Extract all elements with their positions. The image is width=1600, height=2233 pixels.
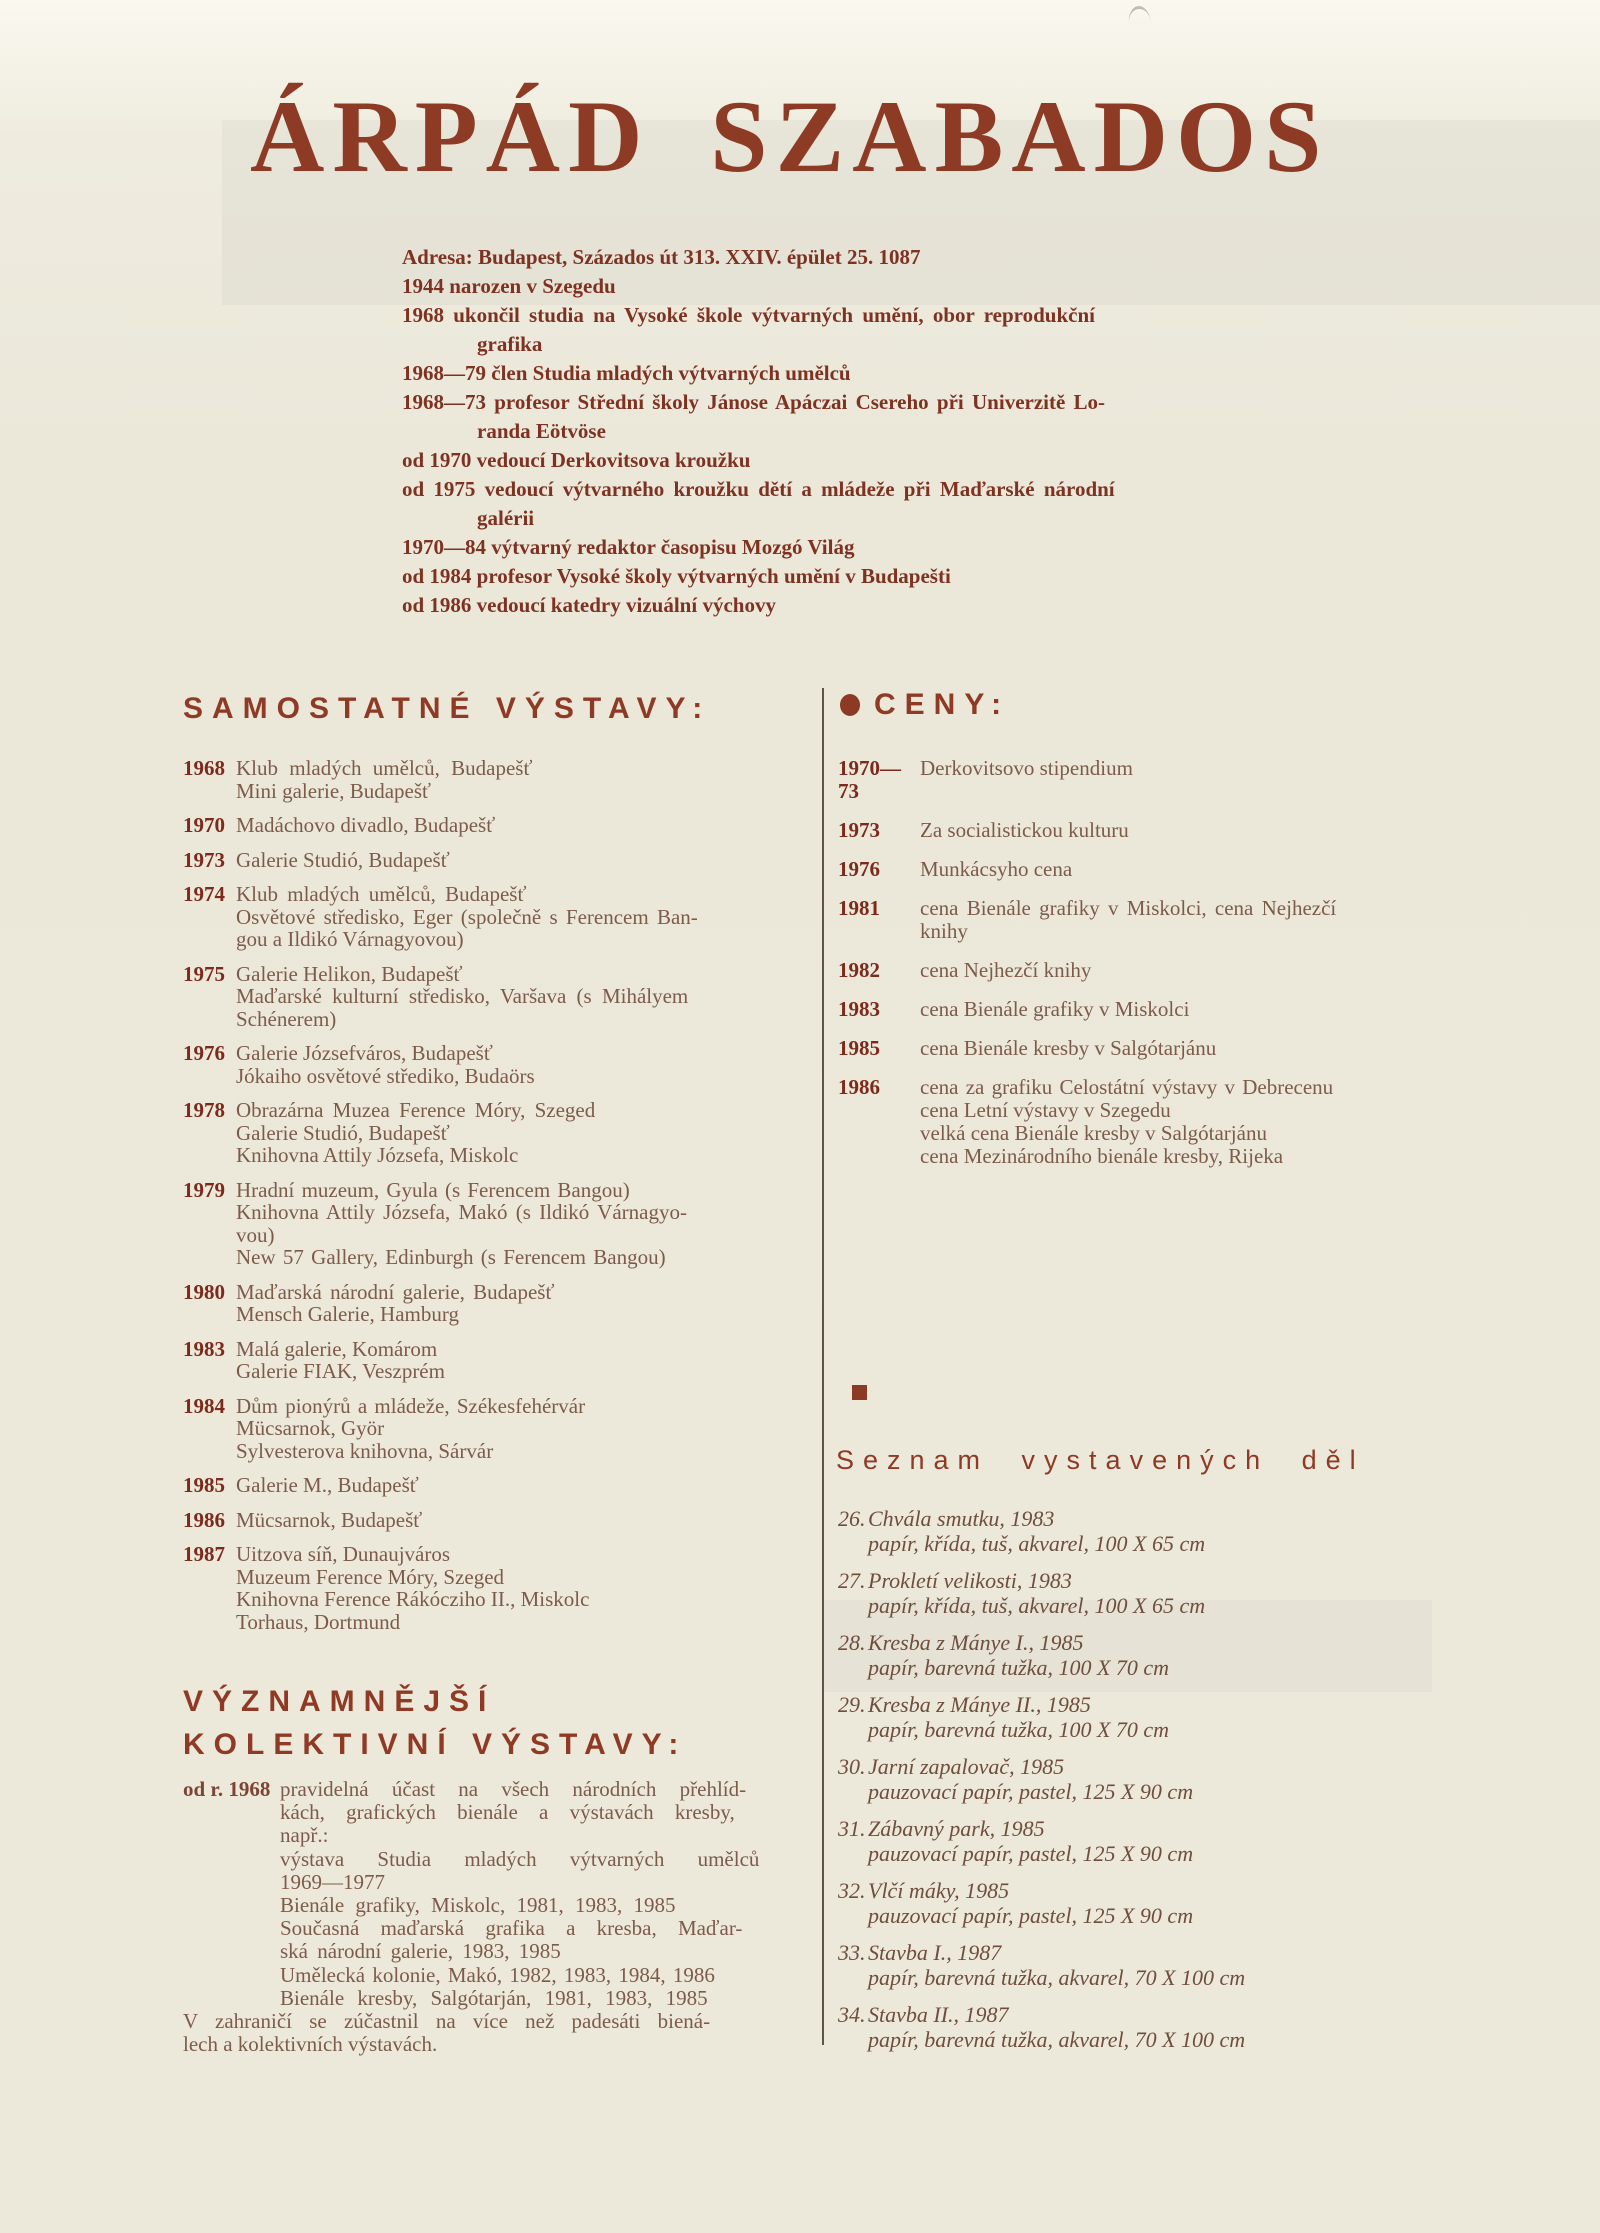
work-detail-line: papír, barevná tužka, 100 X 70 cm xyxy=(868,1717,1170,1742)
prize-line: Munkácsyho cena xyxy=(920,857,1073,881)
work-number: 29. xyxy=(838,1692,866,1717)
prizes-list xyxy=(838,757,1538,1184)
exhibition-venues xyxy=(236,1042,535,1087)
exhibition-venues xyxy=(236,849,450,872)
prize-year: 1985 xyxy=(838,1036,880,1060)
venue-line: Sylvesterova knihovna, Sárvár xyxy=(236,1438,494,1463)
collective-tail-line: lech a kolektivních výstavách. xyxy=(183,2032,438,2057)
prize-entry xyxy=(838,858,1538,881)
collective-line: 1969—1977 xyxy=(280,1869,385,1894)
exhibition-year: 1976 xyxy=(183,1041,225,1065)
prize-line: cena Bienále kresby v Salgótarjánu xyxy=(920,1036,1217,1060)
biography-line: 1970—84 výtvarný redaktor časopisu Mozgó Világ xyxy=(402,535,855,559)
venue-line: Mücsarnok, Györ xyxy=(236,1416,385,1440)
venue-line: Torhaus, Dortmund xyxy=(236,1609,401,1634)
work-entry xyxy=(838,1692,1538,1742)
work-details xyxy=(868,1940,1245,1990)
exhibition-year: 1979 xyxy=(183,1177,225,1202)
exhibition-venues xyxy=(236,1099,595,1167)
prize-entry xyxy=(838,959,1538,982)
bullet-square-icon xyxy=(852,1385,867,1400)
collective-line: Umělecká kolonie, Makó, 1982, 1983, 1984, 1986 xyxy=(280,1962,715,1987)
prize-line: cena za grafiku Celostátní výstavy v Debrecenu xyxy=(920,1075,1334,1099)
venue-line: Maďarská národní galerie, Budapešť xyxy=(236,1279,555,1304)
collective-lines xyxy=(280,1778,759,2010)
work-detail-line: Stavba I., 1987 xyxy=(868,1940,1002,1965)
exhibition-entry xyxy=(183,1509,823,1532)
venue-line: Galerie Studió, Budapešť xyxy=(236,1120,450,1145)
work-entry xyxy=(838,1568,1538,1618)
work-detail-line: pauzovací papír, pastel, 125 X 90 cm xyxy=(868,1903,1194,1928)
prize-year: 1982 xyxy=(838,958,880,982)
exhibition-entry xyxy=(183,849,823,872)
prize-entry xyxy=(838,897,1538,943)
work-entry xyxy=(838,1816,1538,1866)
prize-year: 1986 xyxy=(838,1075,880,1099)
work-number: 30. xyxy=(838,1754,866,1779)
prize-lines xyxy=(920,819,1129,842)
works-list-heading: Seznam vystavených děl xyxy=(836,1445,1365,1475)
work-details xyxy=(868,1754,1193,1804)
exhibition-entry xyxy=(183,1474,823,1497)
work-detail-line: papír, barevná tužka, akvarel, 70 X 100 cm xyxy=(868,2027,1246,2052)
venue-line: Galerie M., Budapešť xyxy=(236,1473,419,1497)
biography-line: 1968—73 profesor Střední školy Jánose Apáczai Csereho při Univerzitě Lo- xyxy=(402,390,1106,414)
prize-line: cena Bienále grafiky v Miskolci, cena Nejhezčí xyxy=(920,896,1337,920)
venue-line: Galerie FIAK, Veszprém xyxy=(236,1359,445,1383)
collective-heading-line1: VÝZNAMNĚJŠÍ xyxy=(183,1685,496,1718)
exhibition-entry xyxy=(183,1543,823,1633)
collective-row xyxy=(183,1778,823,2010)
venue-line: Muzeum Ference Móry, Szeged xyxy=(236,1564,505,1589)
venue-line: Knihovna Ference Rákócziho II., Miskolc xyxy=(236,1587,590,1611)
venue-line: Mensch Galerie, Hamburg xyxy=(236,1302,459,1326)
work-details xyxy=(868,2002,1245,2052)
work-detail-line: Kresba z Mánye I., 1985 xyxy=(868,1630,1084,1655)
exhibition-entry xyxy=(183,1338,823,1383)
prize-line: cena Letní výstavy v Szegedu xyxy=(920,1098,1171,1122)
venue-line: Uitzova síň, Dunaujváros xyxy=(236,1542,451,1566)
exhibition-venues xyxy=(236,757,532,802)
exhibition-year: 1975 xyxy=(183,961,225,986)
exhibition-year: 1973 xyxy=(183,847,225,872)
prize-year: 1983 xyxy=(838,997,880,1021)
prize-year: 1976 xyxy=(838,857,880,881)
work-detail-line: Prokletí velikosti, 1983 xyxy=(868,1568,1072,1593)
prize-lines xyxy=(920,1076,1333,1168)
venue-line: Galerie Helikon, Budapešť xyxy=(236,961,463,986)
exhibition-year: 1985 xyxy=(183,1473,225,1497)
work-detail-line: Stavba II., 1987 xyxy=(868,2002,1009,2027)
biography-line: grafika xyxy=(477,332,543,356)
exhibition-year: 1970 xyxy=(183,813,225,837)
biography-line: 1968 ukončil studia na Vysoké škole výtvarných umění, obor reprodukční xyxy=(402,303,1095,327)
venue-line: Mücsarnok, Budapešť xyxy=(236,1507,423,1532)
venue-line: Hradní muzeum, Gyula (s Ferencem Bangou) xyxy=(236,1177,630,1202)
exhibition-venues xyxy=(236,1509,422,1532)
biography-block xyxy=(402,243,1192,620)
exhibition-venues xyxy=(236,1179,687,1269)
work-details xyxy=(868,1816,1193,1866)
work-detail-line: papír, barevná tužka, 100 X 70 cm xyxy=(868,1655,1170,1680)
work-detail-line: Chvála smutku, 1983 xyxy=(868,1506,1055,1531)
exhibition-year: 1986 xyxy=(183,1507,225,1532)
prize-entry xyxy=(838,757,1538,803)
work-entry xyxy=(838,1940,1538,1990)
venue-line: Klub mladých umělců, Budapešť xyxy=(236,882,527,906)
work-entry xyxy=(838,1630,1538,1680)
exhibition-venues xyxy=(236,1543,589,1633)
prize-year: 1981 xyxy=(838,896,880,920)
prize-lines xyxy=(920,897,1336,943)
venue-line: Maďarské kulturní středisko, Varšava (s Mihályem xyxy=(236,984,689,1008)
venue-line: Klub mladých umělců, Budapešť xyxy=(236,756,533,780)
collective-line: kách, grafických bienále a výstavách kresby, xyxy=(280,1800,735,1825)
exhibition-year: 1974 xyxy=(183,882,225,906)
collective-line: pravidelná účast na všech národních přehlíd- xyxy=(280,1777,747,1801)
prize-lines xyxy=(920,858,1072,881)
prize-entry xyxy=(838,819,1538,842)
collective-line: Současná maďarská grafika a kresba, Maďar- xyxy=(280,1916,743,1941)
exhibition-venues xyxy=(236,963,688,1031)
biography-line: 1968—79 člen Studia mladých výtvarných umělců xyxy=(402,361,851,385)
venue-line: Knihovna Attily Józsefa, Makó (s Ildikó Várnagyo- xyxy=(236,1200,687,1224)
exhibition-entry xyxy=(183,814,823,837)
venue-line: New 57 Gallery, Edinburgh (s Ferencem Bangou) xyxy=(236,1245,666,1269)
work-detail-line: Zábavný park, 1985 xyxy=(868,1816,1045,1841)
venue-line: vou) xyxy=(236,1222,275,1247)
venue-line: Knihovna Attily Józsefa, Miskolc xyxy=(236,1143,519,1167)
biography-line: randa Eötvöse xyxy=(477,419,606,443)
work-entry xyxy=(838,2002,1538,2052)
work-details xyxy=(868,1568,1205,1618)
biography-line: galérii xyxy=(477,506,535,530)
page-title: ÁRPÁD SZABADOS xyxy=(250,80,1330,194)
work-details xyxy=(868,1506,1205,1556)
venue-line: Osvětové středisko, Eger (společně s Ferencem Ban- xyxy=(236,904,698,929)
prize-entry xyxy=(838,1076,1538,1168)
work-detail-line: papír, křída, tuš, akvarel, 100 X 65 cm xyxy=(868,1531,1206,1556)
exhibition-year: 1984 xyxy=(183,1393,225,1418)
prizes-heading-wrap xyxy=(840,688,1010,722)
work-number: 34. xyxy=(838,2002,866,2027)
prize-entry xyxy=(838,1037,1538,1060)
work-entry xyxy=(838,1506,1538,1556)
venue-line: Galerie Józsefváros, Budapešť xyxy=(236,1041,493,1065)
collective-line: Bienále grafiky, Miskolc, 1981, 1983, 1985 xyxy=(280,1893,676,1918)
exhibition-year: 1968 xyxy=(183,756,225,780)
work-number: 28. xyxy=(838,1630,866,1655)
collective-line: ská národní galerie, 1983, 1985 xyxy=(280,1939,561,1964)
exhibition-year: 1980 xyxy=(183,1279,225,1304)
biography-line: od 1975 vedoucí výtvarného kroužku dětí a mládeže při Maďarské národní xyxy=(402,477,1115,501)
biography-line: 1944 narozen v Szegedu xyxy=(402,274,616,298)
collective-line: výstava Studia mladých výtvarných umělců xyxy=(280,1846,760,1871)
collective-tail xyxy=(183,2010,823,2056)
work-detail-line: pauzovací papír, pastel, 125 X 90 cm xyxy=(868,1841,1194,1866)
venue-line: Obrazárna Muzea Ference Móry, Szeged xyxy=(236,1098,596,1122)
exhibition-entry xyxy=(183,963,823,1031)
work-detail-line: papír, barevná tužka, akvarel, 70 X 100 cm xyxy=(868,1965,1246,1990)
prize-entry xyxy=(838,998,1538,1021)
biography-line: od 1970 vedoucí Derkovitsova kroužku xyxy=(402,448,751,472)
prize-line: cena Mezinárodního bienále kresby, Rijeka xyxy=(920,1144,1284,1168)
exhibition-venues xyxy=(236,1474,419,1497)
work-detail-line: pauzovací papír, pastel, 125 X 90 cm xyxy=(868,1779,1194,1804)
work-number: 31. xyxy=(838,1816,866,1841)
column-divider xyxy=(822,688,824,2045)
prize-line: cena Bienále grafiky v Miskolci xyxy=(920,997,1190,1021)
venue-line: Malá galerie, Komárom xyxy=(236,1336,438,1361)
prizes-heading: CENY: xyxy=(874,688,1011,721)
prize-lines xyxy=(920,757,1133,803)
scan-artifact-mark xyxy=(1127,5,1151,24)
exhibition-year: 1987 xyxy=(183,1542,225,1566)
biography-line: od 1984 profesor Vysoké školy výtvarných umění v Budapešti xyxy=(402,564,951,588)
exhibition-venues xyxy=(236,883,698,951)
work-details xyxy=(868,1630,1169,1680)
solo-exhibitions-list xyxy=(183,757,823,1645)
exhibition-year: 1983 xyxy=(183,1336,225,1361)
biography-line: Adresa: Budapest, Százados út 313. XXIV. épület 25. 1087 xyxy=(402,245,921,269)
exhibited-works-list xyxy=(838,1506,1538,2064)
prize-year: 1973 xyxy=(838,818,880,842)
venue-line: Jókaiho osvětové střediko, Budaörs xyxy=(236,1063,535,1088)
venue-line: Madáchovo divadlo, Budapešť xyxy=(236,813,496,837)
exhibition-venues xyxy=(236,814,495,837)
exhibition-entry xyxy=(183,757,823,802)
exhibition-venues xyxy=(236,1395,585,1463)
prize-line: cena Nejhezčí knihy xyxy=(920,958,1092,982)
work-detail-line: Jarní zapalovač, 1985 xyxy=(868,1754,1065,1779)
work-detail-line: papír, křída, tuš, akvarel, 100 X 65 cm xyxy=(868,1593,1206,1618)
exhibition-year: 1978 xyxy=(183,1098,225,1122)
venue-line: Galerie Studió, Budapešť xyxy=(236,847,450,872)
work-number: 32. xyxy=(838,1878,866,1903)
collective-year-label: od r. 1968 xyxy=(183,1777,271,1801)
prize-line: velká cena Bienále kresby v Salgótarjánu xyxy=(920,1121,1267,1145)
prize-line: knihy xyxy=(920,919,968,943)
exhibition-venues xyxy=(236,1338,445,1383)
work-entry xyxy=(838,1754,1538,1804)
work-detail-line: Vlčí máky, 1985 xyxy=(868,1878,1010,1903)
collective-heading-line2: KOLEKTIVNÍ VÝSTAVY: xyxy=(183,1728,688,1761)
work-detail-line: Kresba z Mánye II., 1985 xyxy=(868,1692,1091,1717)
collective-line: např.: xyxy=(280,1823,329,1848)
exhibition-entry xyxy=(183,1281,823,1326)
exhibition-entry xyxy=(183,1099,823,1167)
prize-lines xyxy=(920,1037,1216,1060)
exhibition-entry xyxy=(183,1042,823,1087)
prize-year: 1970—73 xyxy=(838,756,901,803)
exhibition-entry xyxy=(183,883,823,951)
venue-line: Schénerem) xyxy=(236,1006,337,1031)
collective-exhibitions-body xyxy=(183,1778,823,2056)
work-details xyxy=(868,1878,1193,1928)
collective-exhibitions-heading xyxy=(183,1680,687,1766)
prize-line: Derkovitsovo stipendium xyxy=(920,756,1133,780)
prize-lines xyxy=(920,998,1189,1021)
work-number: 33. xyxy=(838,1940,866,1965)
work-entry xyxy=(838,1878,1538,1928)
biography-line: od 1986 vedoucí katedry vizuální výchovy xyxy=(402,593,776,617)
collective-tail-line: V zahraničí se zúčastnil na více než padesáti biená- xyxy=(183,2009,711,2034)
work-details xyxy=(868,1692,1169,1742)
work-number: 26. xyxy=(838,1506,866,1531)
prize-lines xyxy=(920,959,1091,982)
exhibition-entry xyxy=(183,1179,823,1269)
collective-line: Bienále kresby, Salgótarján, 1981, 1983, 1985 xyxy=(280,1985,708,2010)
exhibition-venues xyxy=(236,1281,554,1326)
prize-line: Za socialistickou kulturu xyxy=(920,818,1129,842)
venue-line: Mini galerie, Budapešť xyxy=(236,778,432,803)
venue-line: Dům pionýrů a mládeže, Székesfehérvár xyxy=(236,1393,586,1418)
exhibition-entry xyxy=(183,1395,823,1463)
work-number: 27. xyxy=(838,1568,866,1593)
venue-line: gou a Ildikó Várnagyovou) xyxy=(236,927,464,951)
solo-exhibitions-heading: SAMOSTATNÉ VÝSTAVY: xyxy=(183,692,712,725)
bullet-dot-icon xyxy=(840,694,860,716)
